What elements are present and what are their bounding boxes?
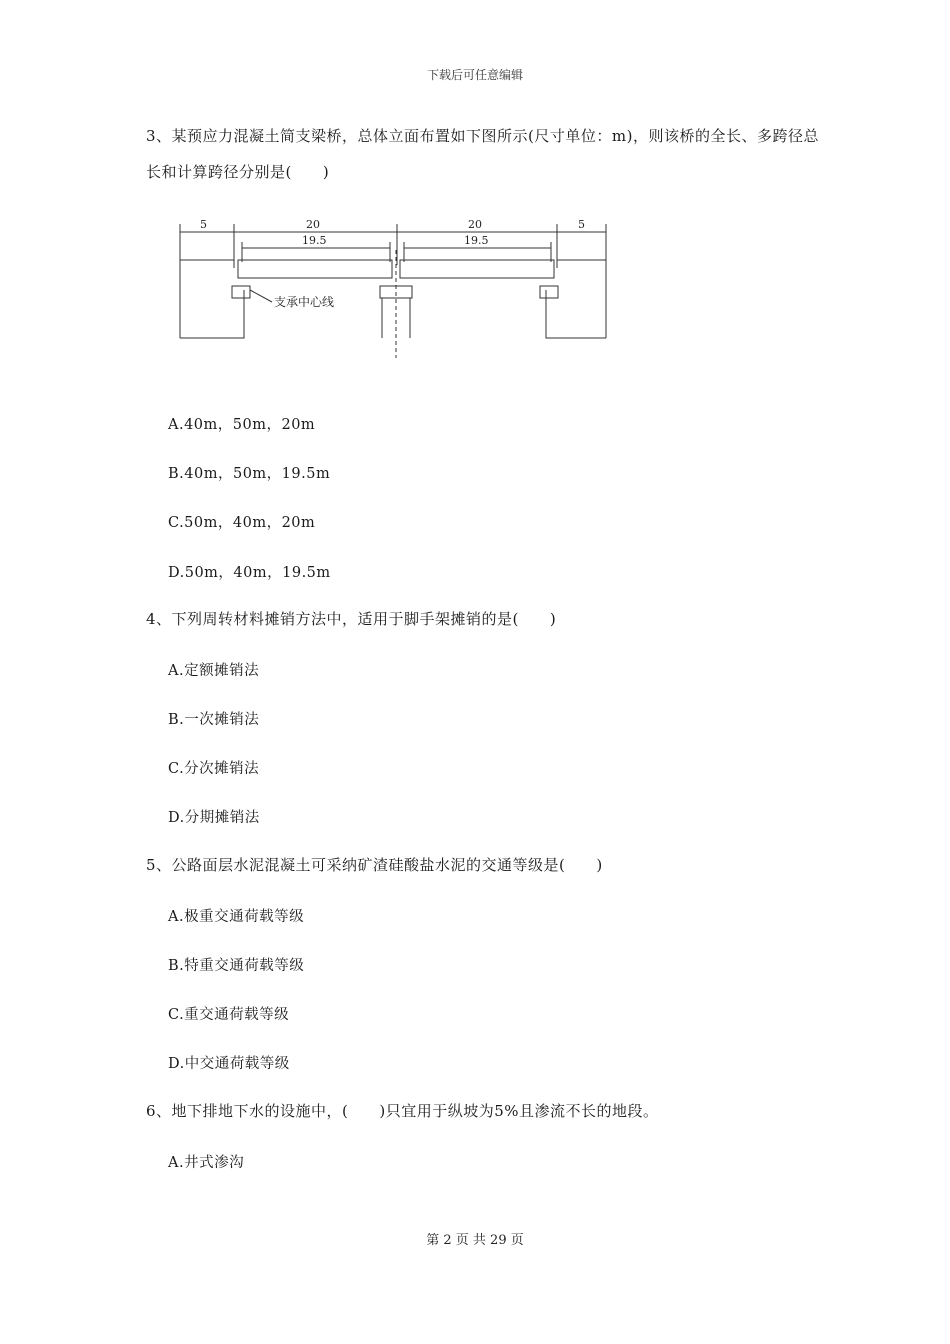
bridge-elevation-figure [176, 210, 621, 360]
question-5-option-c: C.重交通荷载等级 [168, 1007, 290, 1023]
dim-2: 20 [306, 218, 320, 231]
question-5-option-d: D.中交通荷载等级 [168, 1056, 290, 1072]
inner-dim-2: 19.5 [464, 234, 489, 247]
question-3-option-b: B.40m，50m，19.5m [168, 466, 331, 482]
question-6-option-a: A.井式渗沟 [168, 1155, 245, 1171]
inner-dim-1: 19.5 [302, 234, 327, 247]
question-4-option-a: A.定额摊销法 [168, 663, 260, 679]
dim-3: 20 [468, 218, 482, 231]
page-header: 下载后可任意编辑 [426, 68, 523, 82]
question-6-stem: 6、地下排地下水的设施中，( )只宜用于纵坡为5%且渗流不长的地段。 [146, 1102, 659, 1120]
bridge-diagram [176, 210, 621, 360]
question-3-option-a: A.40m，50m，20m [168, 417, 316, 433]
dim-1: 5 [200, 218, 207, 231]
dim-4: 5 [578, 218, 585, 231]
page-footer: 第 2 页 共 29 页 [426, 1233, 524, 1248]
question-3-option-c: C.50m，40m，20m [168, 515, 316, 531]
bearing-center-label: 支承中心线 [274, 295, 335, 309]
question-5-option-a: A.极重交通荷载等级 [168, 909, 305, 925]
question-5-option-b: B.特重交通荷载等级 [168, 958, 305, 974]
question-4-option-c: C.分次摊销法 [168, 761, 260, 777]
question-3-stem: 3、某预应力混凝土简支梁桥，总体立面布置如下图所示(尺寸单位：m)，则该桥的全长、多跨径总长和计算跨径分别是( ) [146, 127, 819, 181]
question-3-option-d: D.50m，40m，19.5m [168, 565, 331, 581]
question-5-stem: 5、公路面层水泥混凝土可采纳矿渣硅酸盐水泥的交通等级是( ) [146, 856, 603, 874]
question-4-option-d: D.分期摊销法 [168, 810, 260, 826]
question-4-option-b: B.一次摊销法 [168, 712, 260, 728]
question-4-stem: 4、下列周转材料摊销方法中，适用于脚手架摊销的是( ) [146, 610, 557, 628]
